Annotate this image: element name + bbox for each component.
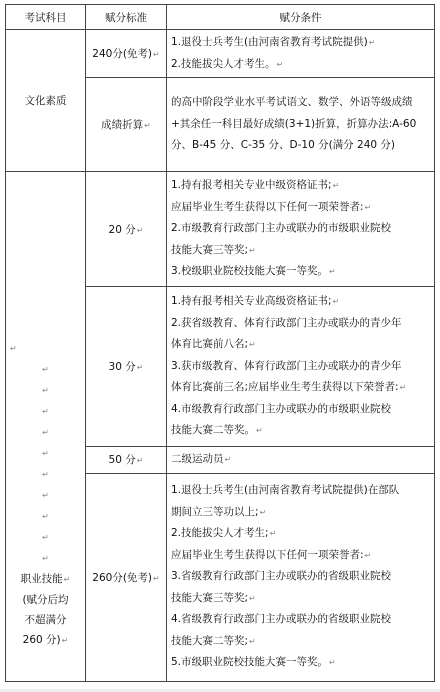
table-row: [6, 172, 435, 287]
standard-cell: 260分(免考)↵: [86, 473, 167, 681]
standard-cell: 50 分↵: [86, 447, 167, 474]
standard-cell: 30 分↵: [86, 287, 167, 447]
subject-vocational: ↵ ↵ ↵ ↵ ↵ ↵ ↵ ↵ ↵ ↵ ↵ 职业技能↵ (赋分后均 不超满分 260 分)↵: [6, 172, 86, 682]
subject-culture: 文化素质: [6, 30, 86, 172]
standard-cell: 成绩折算↵: [86, 78, 167, 172]
header-row: [6, 5, 435, 30]
condition-cell: 1.退役士兵考生(由河南省教育考试院提供)在部队 期间立三等功以上;↵ 2.技能拔尖人才考生;↵ 应届毕业生考生获得以下任何一项荣誉者:↵ 3.省级教育行政部门主办或联办的省级职业院校 技能大赛三等奖;↵ 4.省级教育行政部门主办或联办的省级职业院校 技能大赛二等奖;↵ 5.市级职业院校技能大赛一等奖。↵: [167, 473, 435, 681]
header-subject: 考试科目: [6, 5, 86, 30]
condition-cell: 1.持有报考相关专业中级资格证书;↵ 应届毕业生考生获得以下任何一项荣誉者:↵ 2.市级教育行政部门主办或联办的市级职业院校 技能大赛三等奖;↵ 3.校级职业院校技能大赛一等奖。↵: [167, 172, 435, 287]
header-condition: 赋分条件: [167, 5, 435, 30]
score-table: [5, 4, 435, 682]
standard-cell: 240分(免考)↵: [86, 30, 167, 78]
standard-cell: 20 分↵: [86, 172, 167, 287]
condition-cell: 1.持有报考相关专业高级资格证书;↵ 2.获省级教育、体育行政部门主办或联办的青少年 体育比赛前八名;↵ 3.获市级教育、体育行政部门主办或联办的青少年 体育比赛前三名;应届毕业生考生获得以下荣誉者:↵ 4.市级教育行政部门主办或联办的市级职业院校 技能大赛二等奖。↵: [167, 287, 435, 447]
condition-cell: 的高中阶段学业水平考试语文、数学、外语等级成绩+其余任一科目最好成绩(3+1)折算，折算办法:A-60 分、B-45 分、C-35 分、D-10 分(满分 240 分): [167, 78, 435, 172]
condition-cell: 二级运动员↵: [167, 447, 435, 474]
condition-cell: 1.退役士兵考生(由河南省教育考试院提供)↵ 2.技能拔尖人才考生。↵: [167, 30, 435, 78]
header-standard: 赋分标准: [86, 5, 167, 30]
table-row: [6, 30, 435, 78]
